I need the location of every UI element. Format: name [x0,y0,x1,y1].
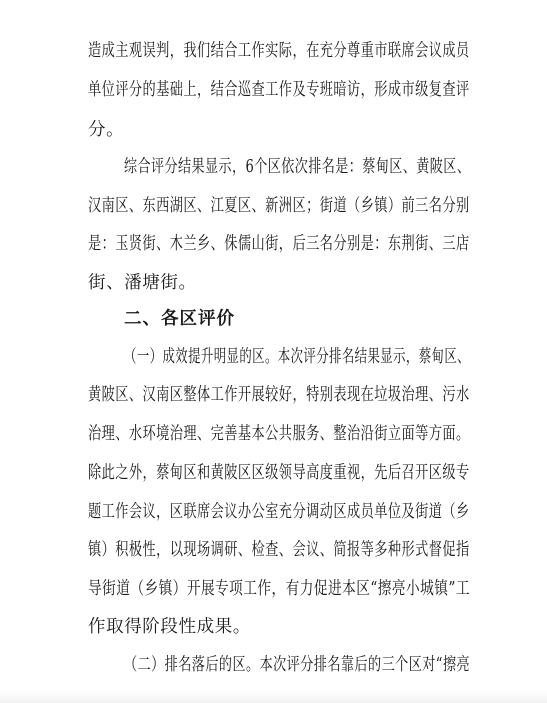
results-line-3: 是：玉贤街、木兰乡、侏儒山街，后三名分别是：东荆街、三店 [88,234,470,254]
results-line-1: 综合评分结果显示，6个区依次排名是：蔡甸区、黄陂区、 [124,157,471,177]
scan-shadow [0,691,547,703]
intro-line-3: 分。 [88,120,125,140]
improved-line-2: 黄陂区、汉南区整体工作开展较好，特别表现在垃圾治理、污水 [88,385,470,405]
improved-line-4: 除此之外，蔡甸区和黄陂区区级领导高度重视，先后召开区级专 [88,463,470,483]
improved-line-1: （一）成效提升明显的区。本次评分排名结果显示，蔡甸区、 [124,347,471,367]
improved-line-7: 导街道（乡镇）开展专项工作，有力促进本区“擦亮小城镇”工 [88,579,470,599]
intro-line-2: 单位评分的基础上，结合巡查工作及专班暗访，形成市级复查评 [88,80,470,100]
section-heading: 二、各区评价 [124,309,235,329]
lagging-line-1: （二）排名落后的区。本次评分排名靠后的三个区对“擦亮 [124,655,471,675]
improved-line-5: 题工作会议，区联席会议办公室充分调动区成员单位及街道（乡 [88,502,470,522]
intro-line-1: 造成主观误判，我们结合工作实际，在充分尊重市联席会议成员 [88,41,470,61]
results-line-4: 街、潘塘街。 [88,273,197,293]
results-line-2: 汉南区、东西湖区、江夏区、新洲区；街道（乡镇）前三名分别 [88,196,470,216]
improved-line-3: 治理、水环境治理、完善基本公共服务、整治沿街立面等方面。 [88,424,470,444]
improved-line-6: 镇）积极性，以现场调研、检查、会议、简报等多种形式督促指 [88,540,470,560]
improved-line-8: 作取得阶段性成果。 [88,617,251,637]
